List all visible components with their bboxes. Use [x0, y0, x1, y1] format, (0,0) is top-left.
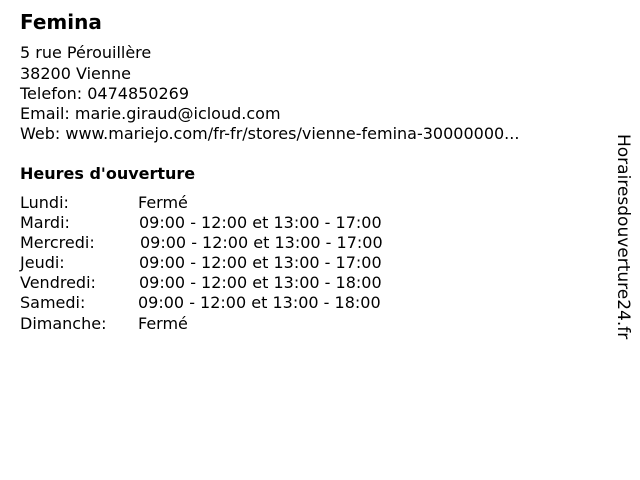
address-city: 38200 Vienne — [20, 64, 131, 83]
day-hours: 09:00 - 12:00 et 13:00 - 18:00 — [138, 293, 381, 312]
email-line: Email: marie.giraud@icloud.com — [20, 104, 281, 123]
day-hours: Fermé — [138, 314, 188, 333]
day-hours: 09:00 - 12:00 et 13:00 - 18:00 — [139, 273, 382, 292]
website-line: Web: www.mariejo.com/fr-fr/stores/vienne-femina-30000000... — [20, 124, 520, 143]
day-label: Vendredi: — [20, 273, 96, 292]
day-label: Samedi: — [20, 293, 86, 312]
day-hours: 09:00 - 12:00 et 13:00 - 17:00 — [139, 213, 382, 232]
day-hours: 09:00 - 12:00 et 13:00 - 17:00 — [140, 233, 383, 252]
day-label: Mercredi: — [20, 233, 95, 252]
day-label: Jeudi: — [20, 253, 65, 272]
opening-hours-heading: Heures d'ouverture — [20, 164, 196, 183]
site-watermark — [612, 134, 634, 374]
day-label: Lundi: — [20, 193, 69, 212]
watermark-text: Horairesdouverture24.fr — [613, 134, 633, 340]
address-street: 5 rue Pérouillère — [20, 43, 152, 62]
day-label: Mardi: — [20, 213, 70, 232]
day-hours: 09:00 - 12:00 et 13:00 - 17:00 — [139, 253, 382, 272]
day-label: Dimanche: — [20, 314, 107, 333]
day-hours: Fermé — [138, 193, 188, 212]
phone-line: Telefon: 0474850269 — [20, 84, 190, 103]
store-name: Femina — [20, 10, 102, 34]
